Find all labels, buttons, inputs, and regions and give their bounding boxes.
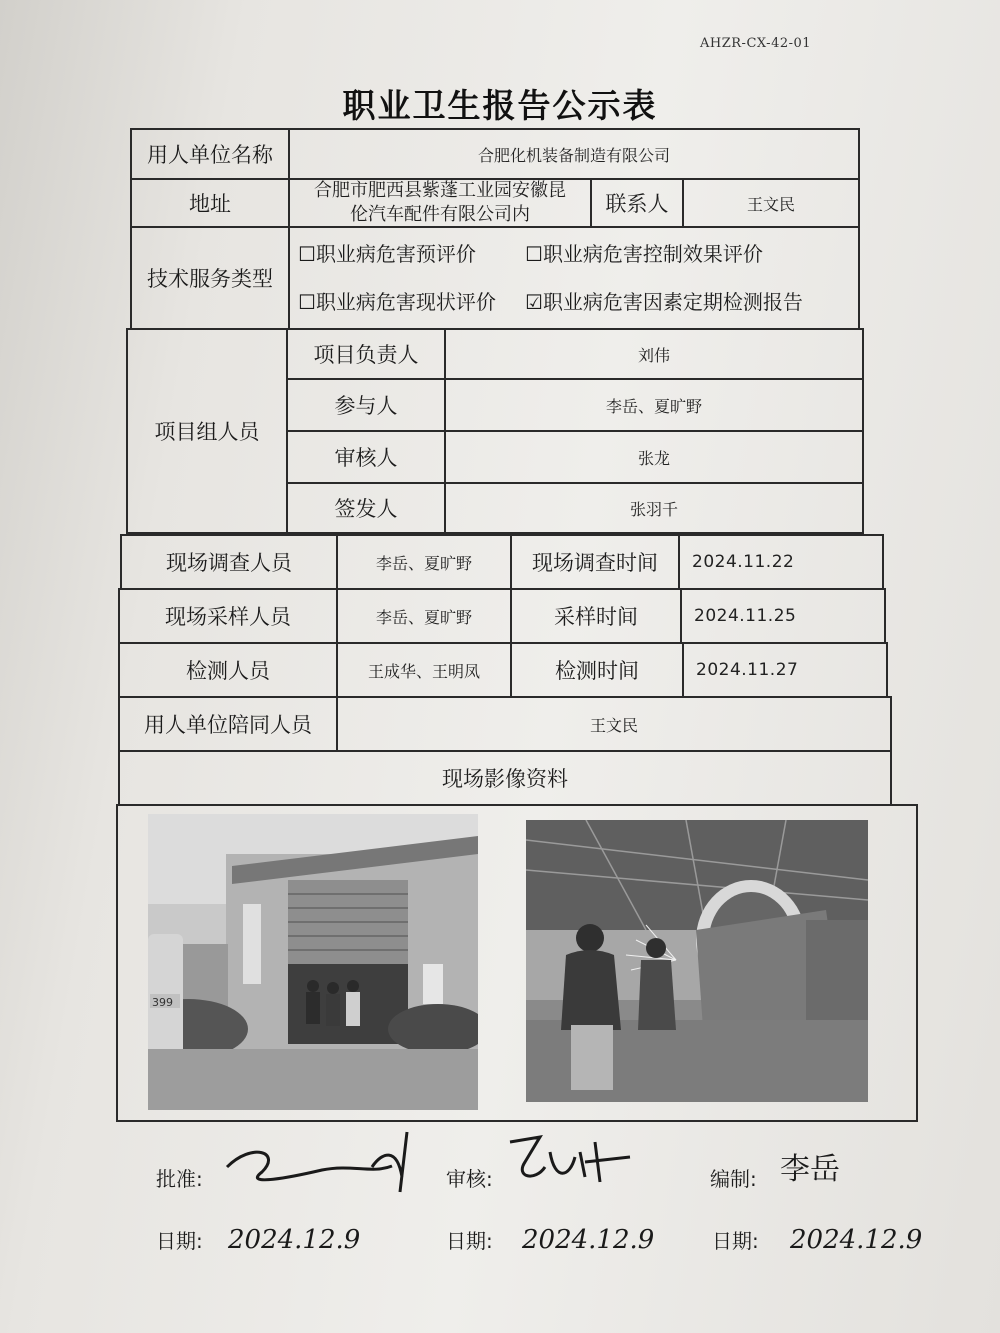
service-option-pre-evaluation[interactable]: ☐职业病危害预评价	[298, 242, 476, 266]
approve-date	[226, 1212, 376, 1262]
workshop-photo-graphic	[526, 820, 868, 1102]
contact-value: 王文民	[682, 178, 860, 228]
employer-name-label: 用人单位名称	[130, 128, 290, 180]
team-name-leader: 刘伟	[444, 328, 864, 380]
sampling-time-value: 2024.11.25	[680, 588, 886, 644]
entrance-photo-graphic	[148, 814, 478, 1110]
team-name-issuer: 张羽千	[444, 482, 864, 534]
site-photo-workshop	[526, 820, 868, 1102]
team-name-reviewer: 张龙	[444, 430, 864, 484]
testing-staff-value: 王成华、王明凤	[336, 642, 512, 698]
service-option-control-effect[interactable]: ☐职业病危害控制效果评价	[525, 242, 763, 266]
date-label-compile: 日期:	[712, 1229, 759, 1253]
site-images-label: 现场影像资料	[118, 750, 892, 806]
service-option-periodic-detection[interactable]: ☑职业病危害因素定期检测报告	[525, 290, 803, 314]
date-label-review: 日期:	[446, 1229, 493, 1253]
survey-time-value: 2024.11.22	[678, 534, 884, 590]
svg-text:2024.12.9: 2024.12.9	[522, 1225, 655, 1255]
approve-label: 批准:	[156, 1167, 203, 1191]
team-role-leader: 项目负责人	[286, 328, 446, 380]
address-line-1: 合肥市肥西县紫蓬工业园安徽昆	[314, 180, 566, 201]
review-label: 审核:	[446, 1167, 493, 1191]
testing-staff-label: 检测人员	[118, 642, 338, 698]
employer-name-value: 合肥化机装备制造有限公司	[288, 128, 860, 180]
address-line-2: 伦汽车配件有限公司内	[350, 204, 530, 225]
team-role-reviewer: 审核人	[286, 430, 446, 484]
team-role-issuer: 签发人	[286, 482, 446, 534]
address-value	[288, 178, 592, 228]
compile-label: 编制:	[710, 1167, 757, 1191]
contact-label: 联系人	[590, 178, 684, 228]
team-name-participant: 李岳、夏旷野	[444, 378, 864, 432]
checkbox-checked-icon[interactable]: ☑	[525, 290, 543, 314]
site-photo-entrance	[148, 814, 478, 1110]
sampling-staff-value: 李岳、夏旷野	[336, 588, 512, 644]
bus-plate-number: 399	[152, 996, 173, 1009]
approver-signature	[222, 1122, 422, 1202]
compile-date	[788, 1212, 938, 1262]
svg-text:2024.12.9: 2024.12.9	[228, 1225, 361, 1255]
checkbox-unchecked-icon[interactable]: ☐	[298, 242, 316, 266]
survey-staff-value: 李岳、夏旷野	[336, 534, 512, 590]
address-label: 地址	[130, 178, 290, 228]
survey-staff-label: 现场调查人员	[120, 534, 338, 590]
date-label-approve: 日期:	[156, 1229, 203, 1253]
reviewer-signature	[500, 1122, 640, 1202]
svg-text:2024.12.9: 2024.12.9	[790, 1225, 923, 1255]
checkbox-unchecked-icon[interactable]: ☐	[525, 242, 543, 266]
testing-time-value: 2024.11.27	[682, 642, 888, 698]
sampling-staff-label: 现场采样人员	[118, 588, 338, 644]
project-team-label: 项目组人员	[126, 328, 288, 534]
escort-staff-label: 用人单位陪同人员	[118, 696, 338, 752]
sampling-time-label: 采样时间	[510, 588, 682, 644]
survey-time-label: 现场调查时间	[510, 534, 680, 590]
service-type-label: 技术服务类型	[130, 226, 290, 330]
service-option-status-evaluation[interactable]: ☐职业病危害现状评价	[298, 290, 496, 314]
team-role-participant: 参与人	[286, 378, 446, 432]
page-title: 职业卫生报告公示表	[342, 86, 658, 125]
checkbox-unchecked-icon[interactable]: ☐	[298, 290, 316, 314]
compiler-signature	[774, 1135, 874, 1195]
testing-time-label: 检测时间	[510, 642, 684, 698]
review-date	[520, 1212, 670, 1262]
document-code: AHZR-CX-42-01	[700, 36, 812, 51]
svg-text:李岳: 李岳	[780, 1152, 840, 1187]
escort-staff-value: 王文民	[336, 696, 892, 752]
